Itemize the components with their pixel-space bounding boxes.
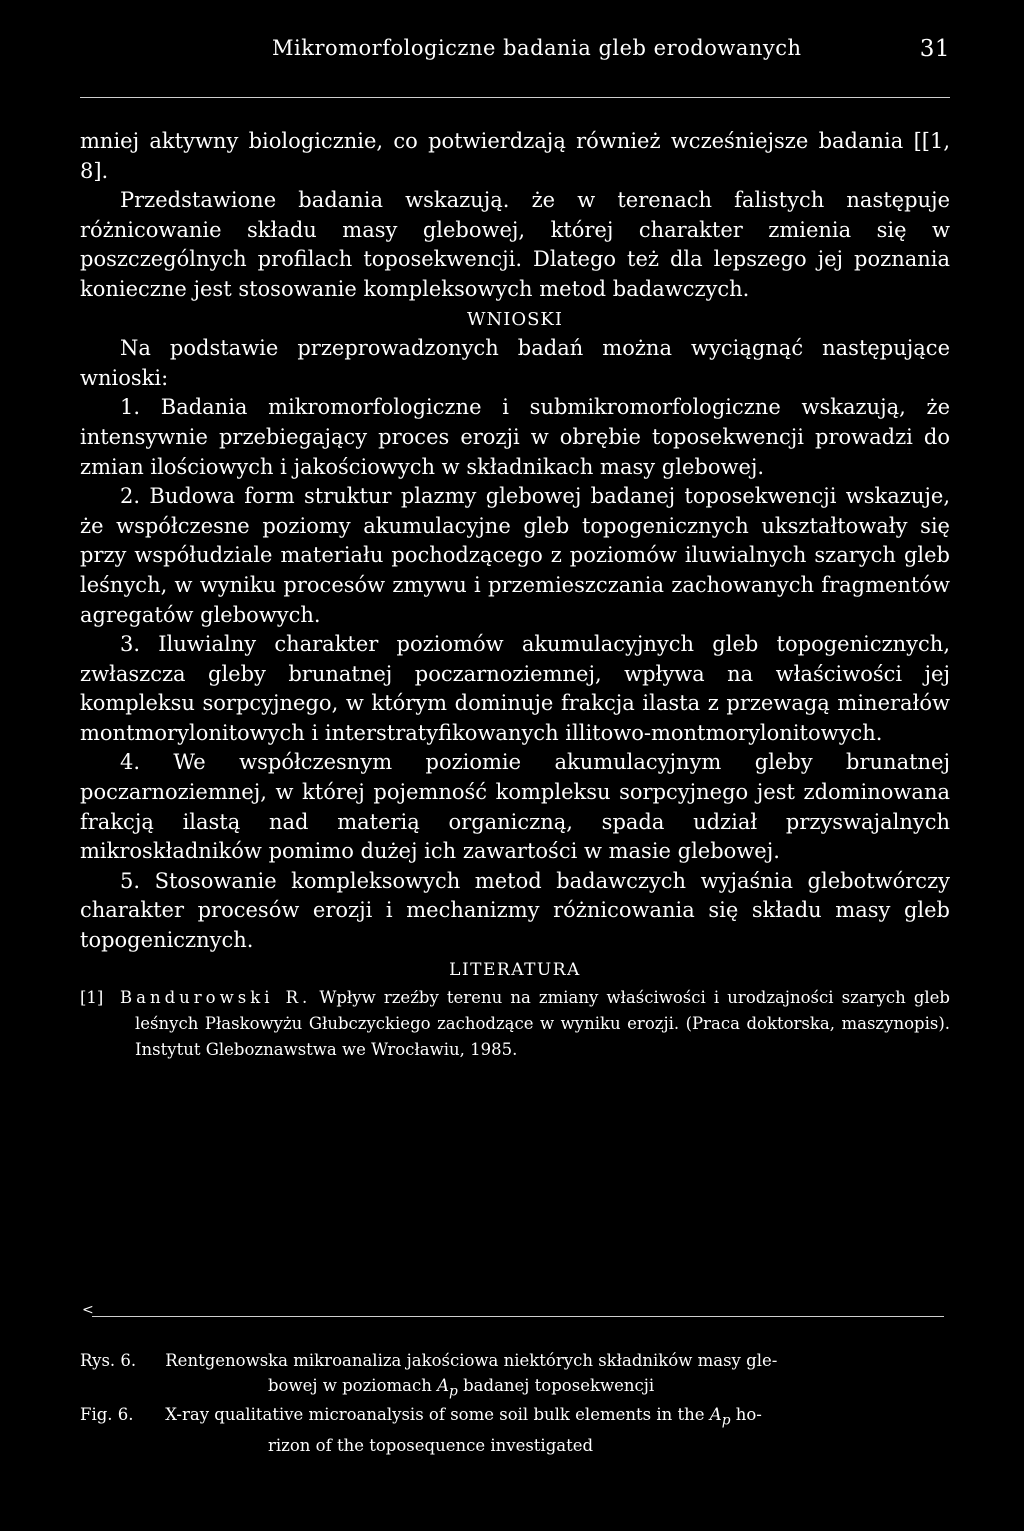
caption-text-en-line1a: X-ray qualitative microanalysis of some soil bulk elements in the xyxy=(165,1405,705,1424)
caption-text-en-line2: rizon of the toposequence investigated xyxy=(268,1436,594,1456)
divider-line xyxy=(92,1316,944,1317)
conclusion-1: 1. Badania mikromorfologiczne i submikromorfologiczne wskazują, że intensywnie przebiegający proces erozji w obrębie toposekwencji prowadzi do zmian ilościowych i jakościowych w składnikach masy glebowej. xyxy=(80,395,950,479)
paragraph-continuation: mniej aktywny biologicznie, co potwierdzają również wcześniejsze badania [[1, 8]. xyxy=(80,129,950,183)
figure-caption-pl xyxy=(80,1348,950,1404)
conclusion-2: 2. Budowa form struktur plazmy glebowej badanej toposekwencji wskazuje, że współczesne poziomy akumulacyjne gleb topogenicznych ukształtowały się przy współudziale materiału pochodzącego z poziomów iluwialnych szarych gleb leśnych, w wyniku procesów zmywu i przemieszczania zachowanych fragmentów agregatów glebowych. xyxy=(80,484,950,627)
reference-number: [1] xyxy=(80,988,104,1008)
caption-text-en-line1b: ho- xyxy=(735,1405,762,1424)
reference-item xyxy=(80,985,950,1063)
caption-subscript-pl: p xyxy=(449,1383,458,1400)
page-number: 31 xyxy=(919,36,950,62)
conclusion-5: 5. Stosowanie kompleksowych metod badawczych wyjaśnia glebotwórczy charakter procesów erozji i mechanizmy różnicowania się składu masy gleb topogenicznych. xyxy=(80,868,950,953)
section-heading-conclusions: WNIOSKI xyxy=(466,308,563,330)
section-heading-literature: LITERATURA xyxy=(449,959,581,980)
body-text xyxy=(80,127,950,1063)
reference-author: Bandurowski R. xyxy=(120,988,312,1008)
caption-text-pl-line1: Rentgenowska mikroanaliza jakościowa niektórych składników masy gle- xyxy=(165,1351,778,1370)
caption-symbol-pl: A xyxy=(437,1376,450,1395)
conclusion-3: 3. Iluwialny charakter poziomów akumulacyjnych gleb topogenicznych, zwłaszcza gleby brunatnej poczarnoziemnej, wpływa na właściwości jej kompleksu sorpcyjnego, w którym dominuje frakcja ilasta z przewagą minerałów montmorylonitowych i interstratyfikowanych illitowo-montmorylonitowych. xyxy=(80,632,950,745)
caption-subscript-en: p xyxy=(721,1412,731,1429)
paragraph-summary: Przedstawione badania wskazują. że w terenach falistych następuje różnicowanie składu masy glebowej, której charakter zmienia się w poszczególnych profilach toposekwencji. Dlatego też dla lepszego jej poznania konieczne jest stosowanie kompleksowych metod badawczych. xyxy=(80,188,950,301)
figure-caption-en xyxy=(80,1402,950,1458)
conclusion-4: 4. We współczesnym poziomie akumulacyjnym gleby brunatnej poczarnoziemnej, w której pojemność kompleksu sorpcyjnego jest zdominowana frakcją ilastą nad materią organiczną, spada udział przyswajalnych mikroskładników pomimo dużej ich zawartości w masie glebowej. xyxy=(80,750,950,864)
caption-label-pl: Rys. 6. xyxy=(80,1351,137,1370)
caption-label-en: Fig. 6. xyxy=(80,1405,134,1424)
header-rule xyxy=(80,97,950,98)
reference-text: Wpływ rzeźby terenu na zmiany właściwości i urodzajności szarych gleb leśnych Płaskowyżu Głubczyckiego zachodzące w wyniku erozji. (Praca doktorska, maszynopis). Instytut Gleboznawstwa we Wrocławiu, 1985. xyxy=(135,988,950,1060)
conclusions-intro: Na podstawie przeprowadzonych badań można wyciągnąć następujące wnioski: xyxy=(80,336,950,390)
arrow-left-icon: < xyxy=(82,1302,94,1318)
running-head xyxy=(80,36,950,76)
caption-symbol-en: A xyxy=(709,1405,722,1424)
figure-divider xyxy=(82,1302,944,1323)
caption-text-pl-line2b: badanej toposekwencji xyxy=(463,1376,655,1395)
caption-text-pl-line2a: bowej w poziomach xyxy=(268,1376,432,1395)
running-title: Mikromorfologiczne badania gleb erodowanych xyxy=(272,36,802,60)
